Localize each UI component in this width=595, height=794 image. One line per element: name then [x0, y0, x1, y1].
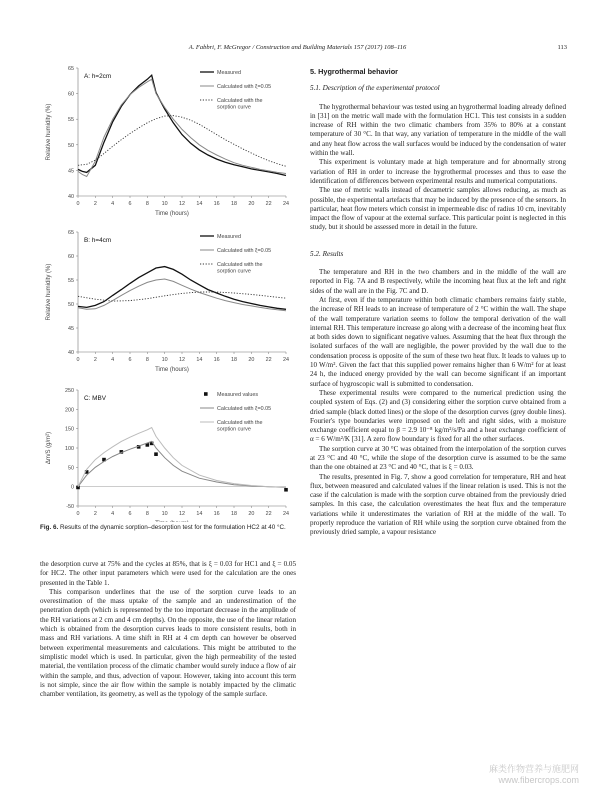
x-tick-label: 16 — [213, 511, 220, 517]
x-tick-label: 20 — [248, 357, 255, 363]
paragraph: The use of metric walls instead of decametric samples allows reducing, as much as possible, the experimental artefacts that may be induced by the presence of the sensors. In particular, heat flow meters which consist in impermeable disc of radius 10 cm, inevitably impact the flow of vapour at the external surface. This particular point is neglected in this study, but it should be assessed more in detail in the future. — [310, 186, 566, 232]
chart-panel-1 — [46, 66, 289, 217]
legend-label-line: Calculated with the — [217, 262, 263, 268]
subsection-title: 5.2. Results — [310, 249, 344, 258]
legend-label — [217, 420, 263, 433]
x-tick-label: 20 — [248, 201, 255, 207]
legend-label-line: Calculated with ξ=0.05 — [217, 84, 272, 90]
x-tick-label: 12 — [179, 511, 185, 517]
x-tick-label: 2 — [93, 511, 97, 517]
left-column-text — [40, 560, 296, 699]
x-tick-label: 2 — [93, 201, 97, 207]
paragraph: The temperature and RH in the two chambers and in the middle of the wall are reported in Fig. 7A and B respectively, while the incoming heat flux at the left and right sides of the wall are in the Fig. 7C and D. — [310, 268, 566, 295]
legend-label-line: Calculated with the — [217, 420, 263, 426]
x-tick-label: 10 — [161, 357, 168, 363]
legend-label — [217, 406, 271, 412]
y-axis-label: Relative humidity (%) — [46, 103, 52, 161]
paragraph: The results, presented in Fig. 7, show a good correlation for temperature, RH and heat flux, between measured and calculated values if the linear relation is used. This is not the case if the calculation is made with the sorption curve obtained from the previously dried samples. In this case, the calculation overestimates the heat flux and the temperature variations while it underestimates the variation of RH at the middle of the wall. To properly reproduce the variation of RH while using the sorption curve obtained from the previously dried sample, a vapour resistance — [310, 472, 566, 537]
x-tick-label: 18 — [231, 357, 237, 363]
x-tick-label: 10 — [161, 511, 168, 517]
running-title: A. Fabbri, F. McGregor / Construction and Building Materials 157 (2017) 108–116 — [188, 44, 407, 51]
x-tick-label: 8 — [145, 511, 149, 517]
y-tick-label: 150 — [65, 426, 74, 433]
legend-label-line: Measured values — [217, 392, 259, 398]
y-tick-label: 60 — [68, 254, 74, 260]
x-tick-label: 24 — [283, 201, 289, 207]
series-line — [78, 279, 286, 311]
figure-caption-text: Results of the dynamic sorption–desorption test for the formulation HC2 at 40 °C. — [59, 524, 286, 531]
y-tick-label: 250 — [65, 388, 74, 394]
y-tick-label: 100 — [65, 446, 74, 452]
subsection-title: 5.1. Description of the experimental protocol — [310, 84, 440, 93]
legend-label-line: sorption curve — [217, 104, 251, 111]
x-tick-label: 22 — [265, 357, 272, 363]
y-tick-label: 65 — [68, 230, 74, 236]
legend-marker — [204, 392, 208, 396]
y-tick-label: 60 — [68, 91, 74, 98]
data-point — [154, 452, 158, 456]
panel-label: A: h=2cm — [84, 73, 112, 80]
x-tick-label: 14 — [196, 357, 203, 363]
watermark — [489, 764, 579, 786]
y-tick-label: 55 — [68, 117, 74, 124]
page-number: 113 — [557, 44, 567, 51]
paragraph: the desorption curve at 75% and the cycles at 85%, that is ξ = 0.03 for HC1 and ξ = 0.05 for HC2. The other input parameters which were used for the calculation are the ones presented in the Table 1. — [40, 560, 296, 587]
paragraph: At first, even if the temperature within both climatic chambers remains fairly stable, the increase of RH leads to an increase of temperature of 2 °C within the wall. The shape of the wall temperature variation seems to follow the temporal derivation of the wall internal RH. This temperature increase go along with a decrease of the incoming heat flux at both sides down to significant negative values. Assuming that the heat flux through the isolated surfaces of the wall are negligible, the power provided by the wall due to the condensation process is opposite of the sum of these two heat flux. It leads to values up to 10 W/m². Given the fact that this supplied power remains higher than 6 W/m² for at least 24 h, the induced energy provided by the wall can become significant if an important surface of hygroscopic wall is submitted to condensation. — [310, 295, 566, 388]
y-tick-label: 50 — [68, 465, 74, 472]
y-axis-label: Relative humidity (%) — [46, 263, 52, 321]
x-tick-label: 8 — [145, 201, 149, 207]
x-tick-label: 24 — [283, 357, 289, 363]
x-tick-label: 18 — [231, 511, 237, 517]
legend-label — [217, 234, 241, 240]
y-tick-label: 50 — [68, 302, 74, 308]
paragraph: This comparison underlines that the use of the sorption curve leads to an overestimation of the mass uptake of the sample and an underestimation of the penetration depth (which is represented by the too important decrease in the amplitude of the RH variations at 2 cm and 4 cm depths). On the opposite, the use of the linear relation which is obtained from the desorption curves leads to more consistent results, both in mass and RH variations. A time shift in RH at 4 cm depth can however be observed between experimental measurements and calculations. This might be attributed to the simplistic model which is used. In particular, given the high permeability of the tested material, the ventilation process of the climatic chamber would surely induce a flow of air within the sample, and thus, advection of vapour. However, taking into account this term is not simple, since the air flow within the sample is notably impacted by the climatic chamber ventilation, its geometry, as well as the typology of the sample surface. — [40, 587, 296, 699]
legend-label-line: sorption curve — [217, 268, 251, 275]
x-tick-label: 22 — [265, 511, 272, 517]
legend-label-line: sorption curve — [217, 426, 251, 433]
x-axis-label: Time (hours) — [155, 211, 189, 217]
series-line — [78, 441, 286, 487]
x-tick-label: 0 — [76, 357, 80, 363]
x-tick-label: 6 — [128, 511, 132, 517]
paragraph: This experiment is voluntary made at high temperature and for abnormally strong variation of RH in order to increase the hygrothermal processes and thus to ease the identification of differences between experimental results and numerical computations. — [310, 158, 566, 185]
paragraph: The hygrothermal behaviour was tested using an hygrothermal loading already defined in [31] on the metric wall made with the formulation HC1. This test consists in a sudden increase of RH within the two climatic chambers from 35% to 80% at a constant temperature of 30 °C. In that way, any variation of temperature in the middle of the wall and any heat flow across the wall surfaces would be induced by the condensation of water within the wall. — [310, 102, 566, 158]
x-tick-label: 4 — [111, 511, 115, 517]
legend-label-line: Calculated with ξ=0.05 — [217, 406, 272, 412]
x-tick-label: 20 — [248, 511, 255, 517]
paragraph: The sorption curve at 30 °C was obtained from the interpolation of the sorption curves at 23 °C and 40 °C, while the slope of the desorption curve is assumed to be the same than the one obtained at 23 °C and 40 °C, that is ξ = 0.03. — [310, 444, 566, 472]
x-tick-label: 14 — [196, 511, 203, 517]
y-tick-label: 45 — [68, 168, 74, 175]
legend-label-line: Measured — [217, 234, 241, 240]
legend-label — [217, 392, 258, 398]
x-tick-label: 14 — [196, 201, 203, 207]
watermark-line: 麻类作物营养与施肥网 — [488, 764, 579, 774]
x-axis-label: Time (hours) — [155, 367, 189, 373]
y-axis-label: Δm/S (g/m²) — [46, 431, 52, 465]
x-tick-label: 10 — [161, 201, 168, 207]
x-tick-label: 2 — [93, 357, 97, 363]
y-tick-label: 55 — [68, 278, 74, 284]
y-tick-label: 40 — [68, 194, 74, 200]
x-tick-label: 6 — [128, 357, 132, 363]
legend-label — [217, 248, 271, 254]
chart-panel-3 — [46, 388, 289, 522]
series-line — [78, 292, 286, 301]
y-tick-label: 65 — [68, 66, 74, 72]
series-line — [78, 428, 286, 488]
figure-caption-label: Fig. 6. — [40, 524, 59, 531]
watermark-line: www.fibercrops.com — [498, 775, 579, 785]
figure-caption — [40, 524, 296, 532]
legend-label — [217, 98, 263, 111]
x-tick-label: 18 — [231, 201, 237, 207]
x-axis-label — [155, 521, 189, 522]
paragraph: These experimental results were compared to the numerical prediction using the coupled system of Eqs. (2) and (3) considering either the sorption curve obtained from a dried sample (black dotted lines) or the slope of the desorption curves (grey double lines). Fourier's type boundaries were imposed on the left and right sides, with a moisture exchange coefficient equal to β = 2.9 10⁻⁸ kg/m²/s/Pa and a heat exchange coefficient of α = 6 W/m²/K [31]. A zero flow boundary is fixed for all the other surfaces. — [310, 388, 566, 444]
x-tick-label: 8 — [145, 357, 149, 363]
x-tick-label: 16 — [213, 201, 220, 207]
running-header — [0, 44, 595, 56]
x-tick-label: 0 — [76, 201, 80, 207]
y-tick-label: 45 — [68, 326, 74, 332]
x-tick-label: 6 — [128, 201, 132, 207]
y-tick-label: 0 — [71, 484, 74, 491]
panel-label: B: h=4cm — [84, 237, 112, 244]
legend-label — [217, 262, 263, 275]
legend-label — [217, 84, 271, 90]
legend-label-line: Measured — [217, 70, 241, 76]
x-tick-label: 0 — [76, 511, 80, 517]
x-tick-label: 24 — [283, 511, 289, 517]
y-tick-label: 50 — [68, 142, 74, 149]
data-point — [284, 488, 288, 492]
chart-panel-2 — [46, 230, 289, 373]
legend-label — [217, 70, 241, 76]
section-title: 5. Hygrothermal behavior — [310, 67, 398, 76]
series-line — [78, 79, 286, 176]
x-tick-label: 12 — [179, 201, 185, 207]
x-tick-label: 12 — [179, 357, 185, 363]
legend-label-line: Calculated with the — [217, 98, 263, 104]
y-tick-label: 40 — [68, 350, 74, 356]
legend-label-line: Calculated with ξ=0.05 — [217, 248, 272, 254]
x-tick-label: 16 — [213, 357, 220, 363]
x-tick-label: 22 — [265, 201, 272, 207]
panel-label: C: MBV — [84, 395, 107, 402]
series-line — [78, 116, 286, 167]
figure-6 — [40, 60, 296, 522]
x-tick-label: 4 — [111, 357, 115, 363]
y-tick-label: -50 — [66, 504, 74, 510]
x-tick-label: 4 — [111, 201, 115, 207]
y-tick-label: 200 — [65, 407, 74, 414]
right-column-text — [310, 67, 566, 538]
